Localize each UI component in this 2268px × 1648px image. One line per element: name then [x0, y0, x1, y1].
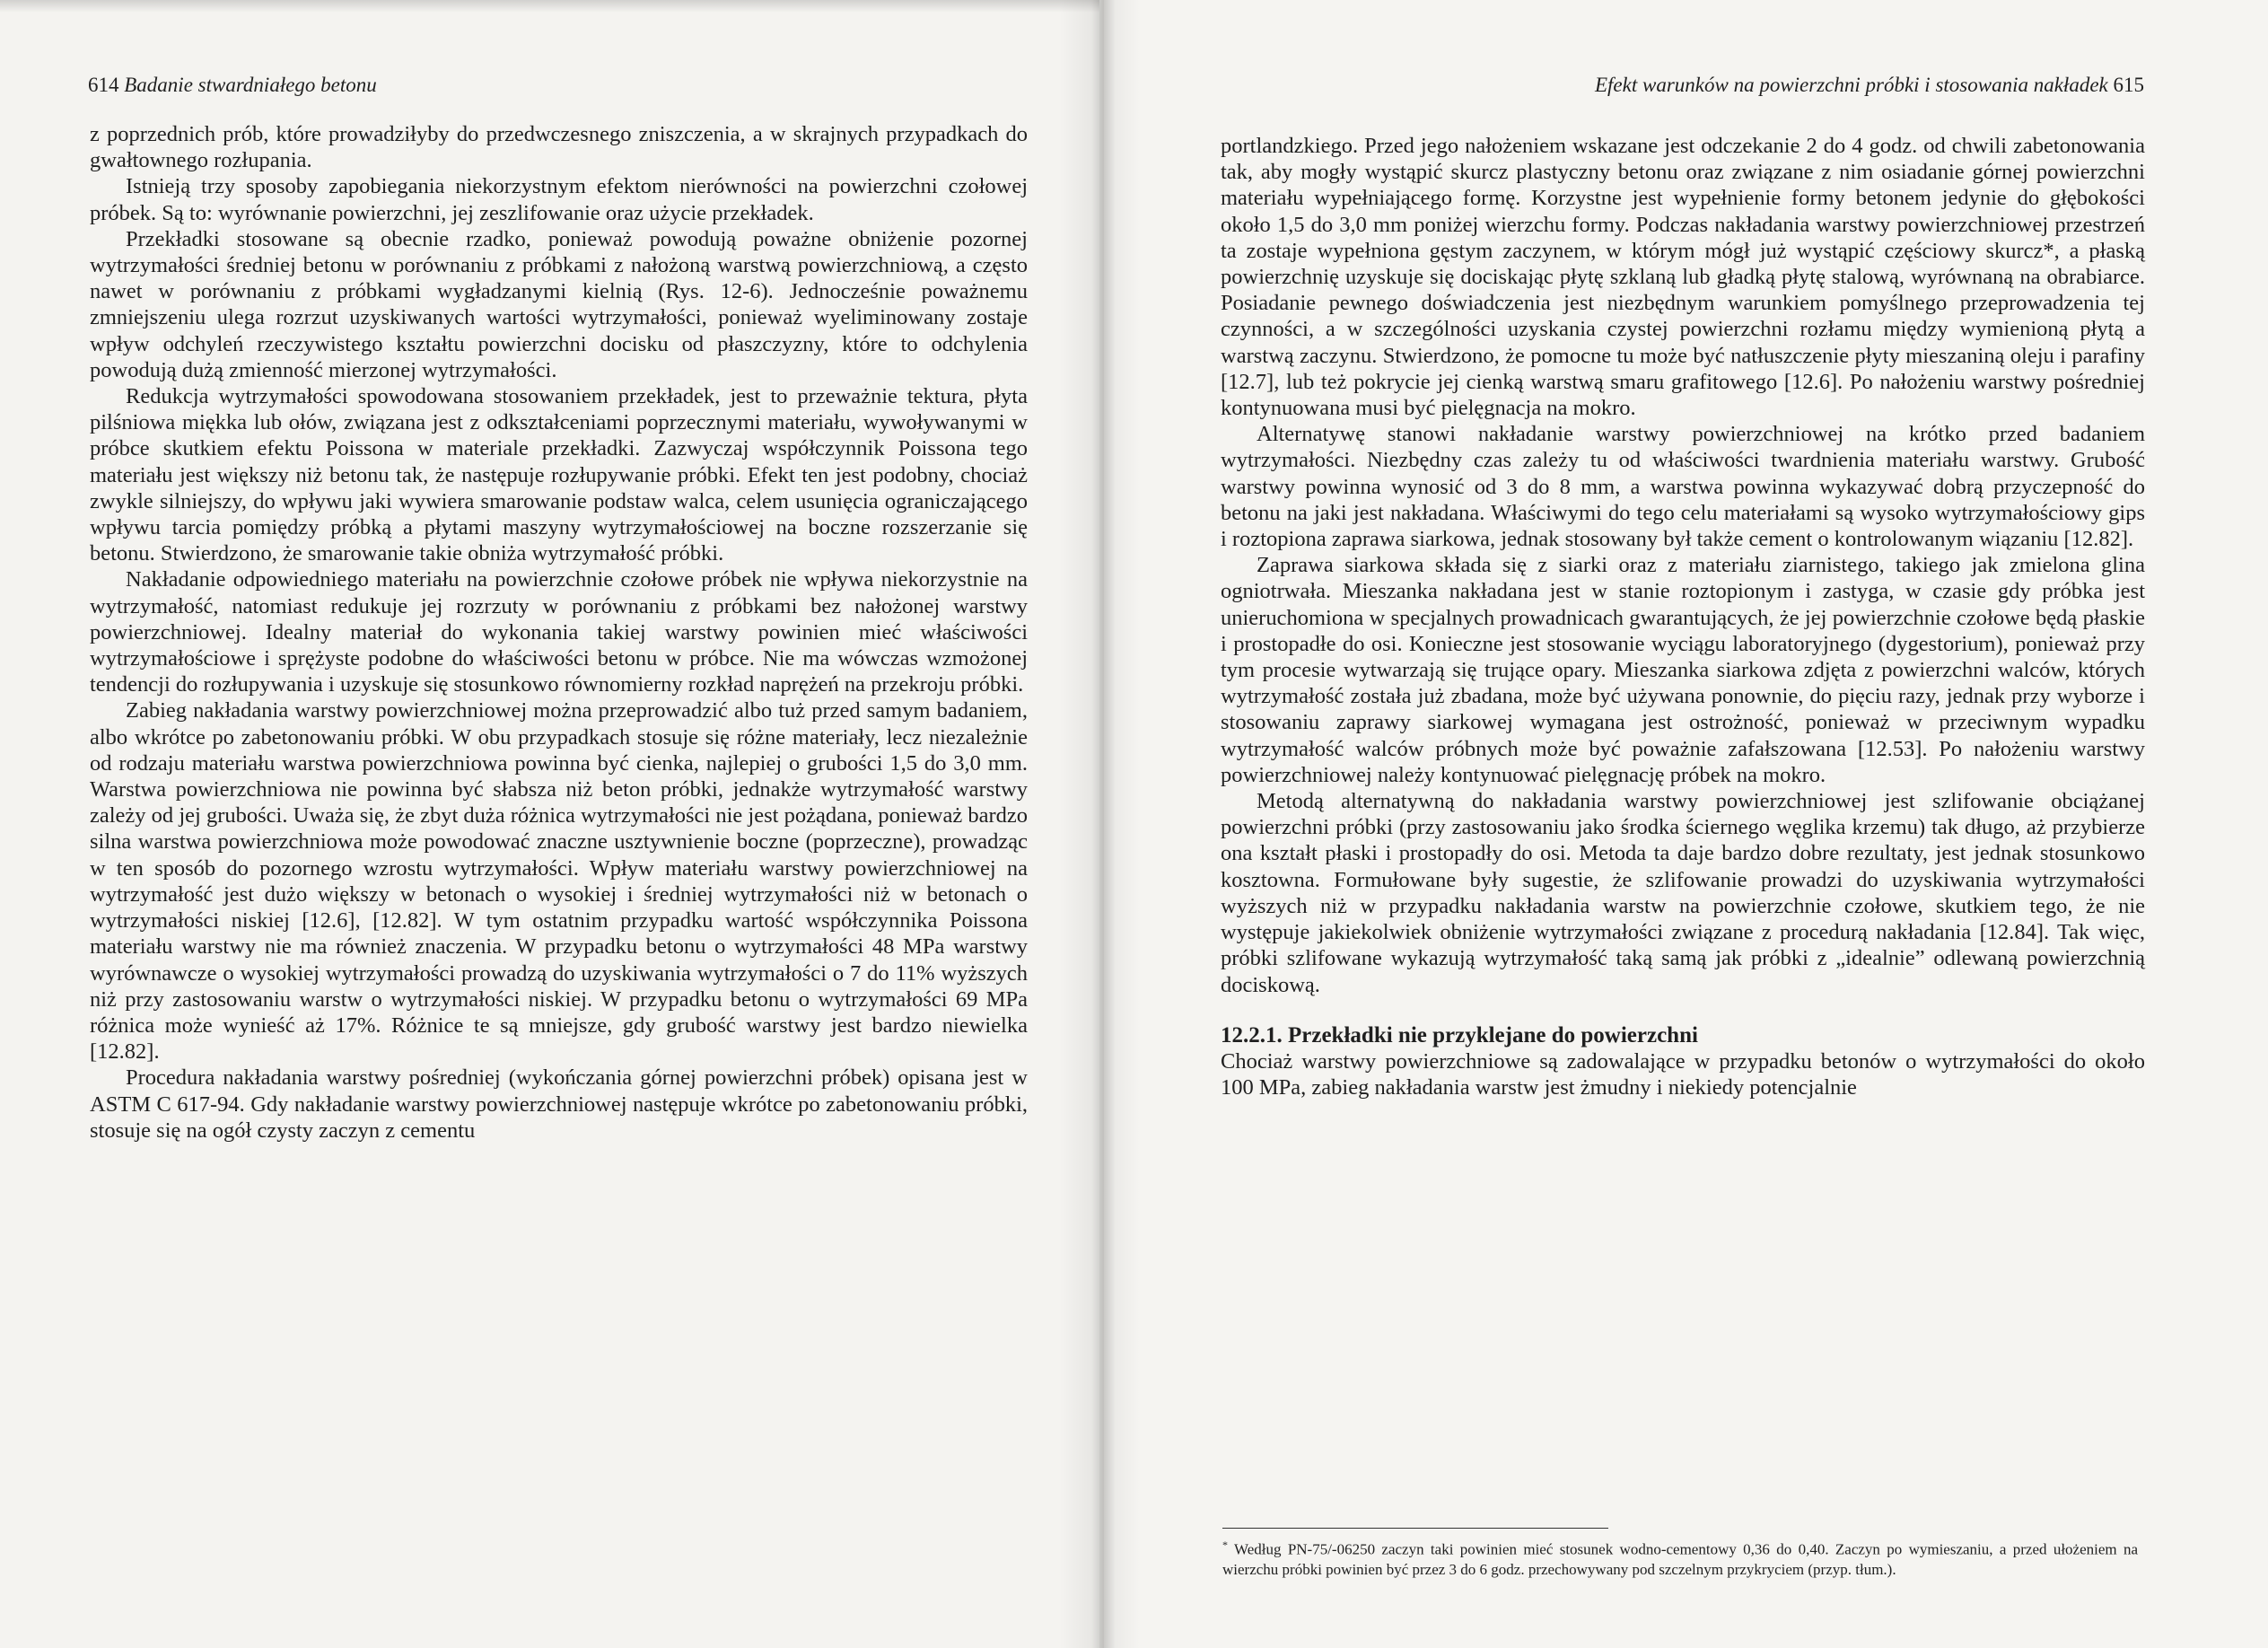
paragraph: Zabieg nakładania warstwy powierzchniowej można przeprowadzić albo tuż przed samym badaniem, albo wkrótce po zabetonowaniu próbki. W obu przypadkach stosuje się różne materiały, lecz niezależnie od rodzaju materiału warstwa powierzchniowa powinna być cienka, najlepiej o grubości 1,5 do 3,0 mm. Warstwa powierzchniowa nie powinna być słabsza niż beton próbki, jednakże wytrzymałość warstwy zależy od jej grubości. Uważa się, że zbyt duża różnica wytrzymałości nie jest pożądana, ponieważ bardzo silna warstwa powierzchniowa może powodować znaczne usztywnienie boczne (poprzeczne), prowadząc w ten sposób do pozornego wzrostu wytrzymałości. Wpływ materiału warstwy powierzchniowej na wytrzymałość jest dużo większy w betonach o wysokiej i średniej wytrzymałości niż w betonach o wytrzymałości niskiej [12.6], [12.82]. W tym ostatnim przypadku wartość współczynnika Poissona materiału warstwy nie ma również znaczenia. W przypadku betonu o wytrzymałości 48 MPa warstwy wyrównawcze o wysokiej wytrzymałości prowadzą do uzyskiwania wytrzymałości o 7 do 11% wyższych niż przy zastosowaniu warstw o wytrzymałości niskiej. W przypadku betonu o wytrzymałości 69 MPa różnica może wynieść aż 17%. Różnice te są mniejsze, gdy grubość warstwy jest bardzo niewielka [12.82]. [90, 698, 1028, 1065]
right-running-title: Efekt warunków na powierzchni próbki i stosowania nakładek [1594, 74, 2108, 96]
right-running-head [1595, 72, 2144, 99]
book-gutter [1059, 0, 1140, 1648]
paragraph: z poprzednich prób, które prowadziłyby do przedwczesnego zniszczenia, a w skrajnych przypadkach do gwałtownego rozłupania. [90, 122, 1028, 173]
paragraph: Istnieją trzy sposoby zapobiegania niekorzystnym efektom nierówności na powierzchni czołowej próbek. Są to: wyrównanie powierzchni, jej zeszlifowanie oraz użycie przekładek. [90, 174, 1028, 225]
paragraph: Zaprawa siarkowa składa się z siarki oraz z materiału ziarnistego, takiego jak zmielona glina ogniotrwała. Mieszanka nakładana jest w stanie roztopionym i zastyga, w czasie gdy próbka jest unieruchomiona w specjalnych prowadnicach gwarantujących, że jej powierzchnie czołowe będą płaskie i prostopadłe do osi. Konieczne jest stosowanie wyciągu laboratoryjnego (dygestorium), ponieważ przy tym procesie wytwarzają się trujące opary. Mieszanka siarkowa zdjęta z powierzchni walców, których wytrzymałość została już zbadana, może być używana ponownie, do pięciu razy, jednak przy wyborze i stosowaniu zaprawy siarkowej wymagana jest ostrożność, ponieważ w przeciwnym wypadku wytrzymałość walców próbnych może być poważnie zafałszowana [12.53]. Po nałożeniu warstwy powierzchniowej należy kontynuować pielęgnację próbek na mokro. [1221, 553, 2145, 787]
paragraph: Redukcja wytrzymałości spowodowana stosowaniem przekładek, jest to przeważnie tektura, płyta pilśniowa miękka lub ołów, związana jest z odkształceniami poprzecznymi materiału, wywoływanymi w próbce skutkiem efektu Poissona w materiale przekładki. Zazwyczaj współczynnik Poissona tego materiału jest większy niż betonu tak, że następuje rozłupywanie próbki. Efekt ten jest podobny, chociaż zwykle silniejszy, do wpływu jaki wywiera smarowanie podstaw walca, celem usunięcia ograniczającego wpływu tarcia pomiędzy próbką a płytami maszyny wytrzymałościowej na boczne rozszerzanie się betonu. Stwierdzono, że smarowanie takie obniża wytrzymałość próbki. [90, 384, 1028, 566]
left-running-title: Badanie stwardniałego betonu [124, 74, 377, 96]
footnote [1222, 1535, 2138, 1580]
left-text-column [90, 121, 1028, 1144]
paragraph: Nakładanie odpowiedniego materiału na powierzchnie czołowe próbek nie wpływa niekorzystnie na wytrzymałość, natomiast redukuje jej rozrzuty w porównaniu z próbkami bez nałożonej warstwy powierzchniowej. Idealny materiał do wykonania takiej warstwy powinien mieć właściwości wytrzymałościowe i sprężyste podobne do właściwości betonu w próbce. Nie ma wówczas wzmożonej tendencji do rozłupywania i uzyskuje się stosunkowo równomierny rozkład naprężeń na przekroju próbki. [90, 567, 1028, 697]
right-text-column [1221, 133, 2145, 1100]
left-page-number: 614 [88, 74, 119, 96]
paragraph: Chociaż warstwy powierzchniowe są zadowalające w przypadku betonów o wytrzymałości do około 100 MPa, zabieg nakładania warstw jest żmudny i niekiedy potencjalnie [1221, 1048, 2145, 1100]
footnote-rule [1222, 1528, 1608, 1529]
paragraph: Alternatywę stanowi nakładanie warstwy powierzchniowej na krótko przed badaniem wytrzymałości. Niezbędny czas zależy tu od właściwości twardnienia materiału warstwy. Grubość warstwy powinna wynosić od 3 do 8 mm, a warstwa powinna wykazywać dobrą przyczepność do betonu na jaki jest nakładana. Właściwymi do tego celu materiałami są wysoko wytrzymałościowy gips i roztopiona zaprawa siarkowa, jednak stosowany był także cement o kontrolowanym wiązaniu [12.82]. [1221, 422, 2145, 552]
footnote-text: Według PN-75/-06250 zaczyn taki powinien mieć stosunek wodno-cementowy 0,36 do 0,40. Zaczyn po wymieszaniu, a przed ułożeniem na wierzchu próbki powinien być przez 3 do 6 godz. przechowywany pod szczelnym przykryciem (przyp. tłum.). [1222, 1540, 2138, 1578]
right-page-number: 615 [2113, 74, 2144, 96]
paragraph: Procedura nakładania warstwy pośredniej (wykończania górnej powierzchni próbek) opisana jest w ASTM C 617-94. Gdy nakładanie warstwy powierzchniowej następuje wkrótce po zabetonowaniu próbki, stosuje się na ogół czysty zaczyn z cementu [90, 1065, 1028, 1143]
paragraph: portlandzkiego. Przed jego nałożeniem wskazane jest odczekanie 2 do 4 godz. od chwili zabetonowania tak, aby mogły wystąpić skurcz plastyczny betonu oraz związane z nim osiadanie górnej powierzchni materiału wypełniającego formę. Korzystne jest wypełnienie formy betonem jedynie do głębokości około 1,5 do 3,0 mm poniżej wierzchu formy. Podczas nakładania warstwy powierzchniowej przestrzeń ta zostaje wypełniona gęstym zaczynem, w którym mógł już wystąpić częściowy skurcz*, a płaską powierzchnię uzyskuje się dociskając płytę szklaną lub gładką płytę stalową, wyrównaną na obrabiarce. Posiadanie pewnego doświadczenia jest niezbędnym warunkiem pomyślnego przeprowadzenia tej czynności, a w szczególności uzyskania czystej powierzchni rozłamu między wymienioną płytą a warstwą zaczynu. Stwierdzono, że pomocne tu może być natłuszczenie płyty mieszaniną oleju i parafiny [12.7], lub też pokrycie jej cienką warstwą smaru grafitowego [12.6]. Po nałożeniu warstwy pośredniej kontynuowana musi być pielęgnacja na mokro. [1221, 134, 2145, 421]
left-running-head [88, 72, 377, 99]
paragraph: Metodą alternatywną do nakładania warstwy powierzchniowej jest szlifowanie obciążanej powierzchni próbki (przy zastosowaniu jako środka ściernego węglika krzemu) tak długo, aż przybierze ona kształt płaski i prostopadły do osi. Metoda ta daje bardzo dobre rezultaty, jest jednak stosunkowo kosztowna. Formułowane były sugestie, że szlifowanie prowadzi do uzyskiwania wytrzymałości wyższych niż w przypadku nakładania warstw na powierzchnie czołowe, skutkiem tego, że nie występuje jakiekolwiek obniżenie wytrzymałości związane z procedurą nakładania [12.84]. Tak więc, próbki szlifowane wykazują wytrzymałość taką samą jak próbki z „idealnie” odlewaną powierzchnią dociskową. [1221, 789, 2145, 997]
footnote-marker: * [1222, 1538, 1228, 1551]
paragraph: Przekładki stosowane są obecnie rzadko, ponieważ powodują poważne obniżenie pozornej wytrzymałości średniej betonu w porównaniu z próbkami z nałożoną warstwą powierzchniową, a często nawet w porównaniu z próbkami wygładzanymi kielnią (Rys. 12-6). Jednocześnie poważnemu zmniejszeniu ulega rozrzut uzyskiwanych wartości wytrzymałości, ponieważ wyeliminowany zostaje wpływ odchyleń rzeczywistego kształtu powierzchni docisku od płaszczyzny, które to odchylenia powodują dużą zmienność mierzonej wytrzymałości. [90, 226, 1028, 382]
section-heading: 12.2.1. Przekładki nie przyklejane do powierzchni [1221, 1022, 1698, 1048]
page-top-shadow [0, 0, 1099, 13]
